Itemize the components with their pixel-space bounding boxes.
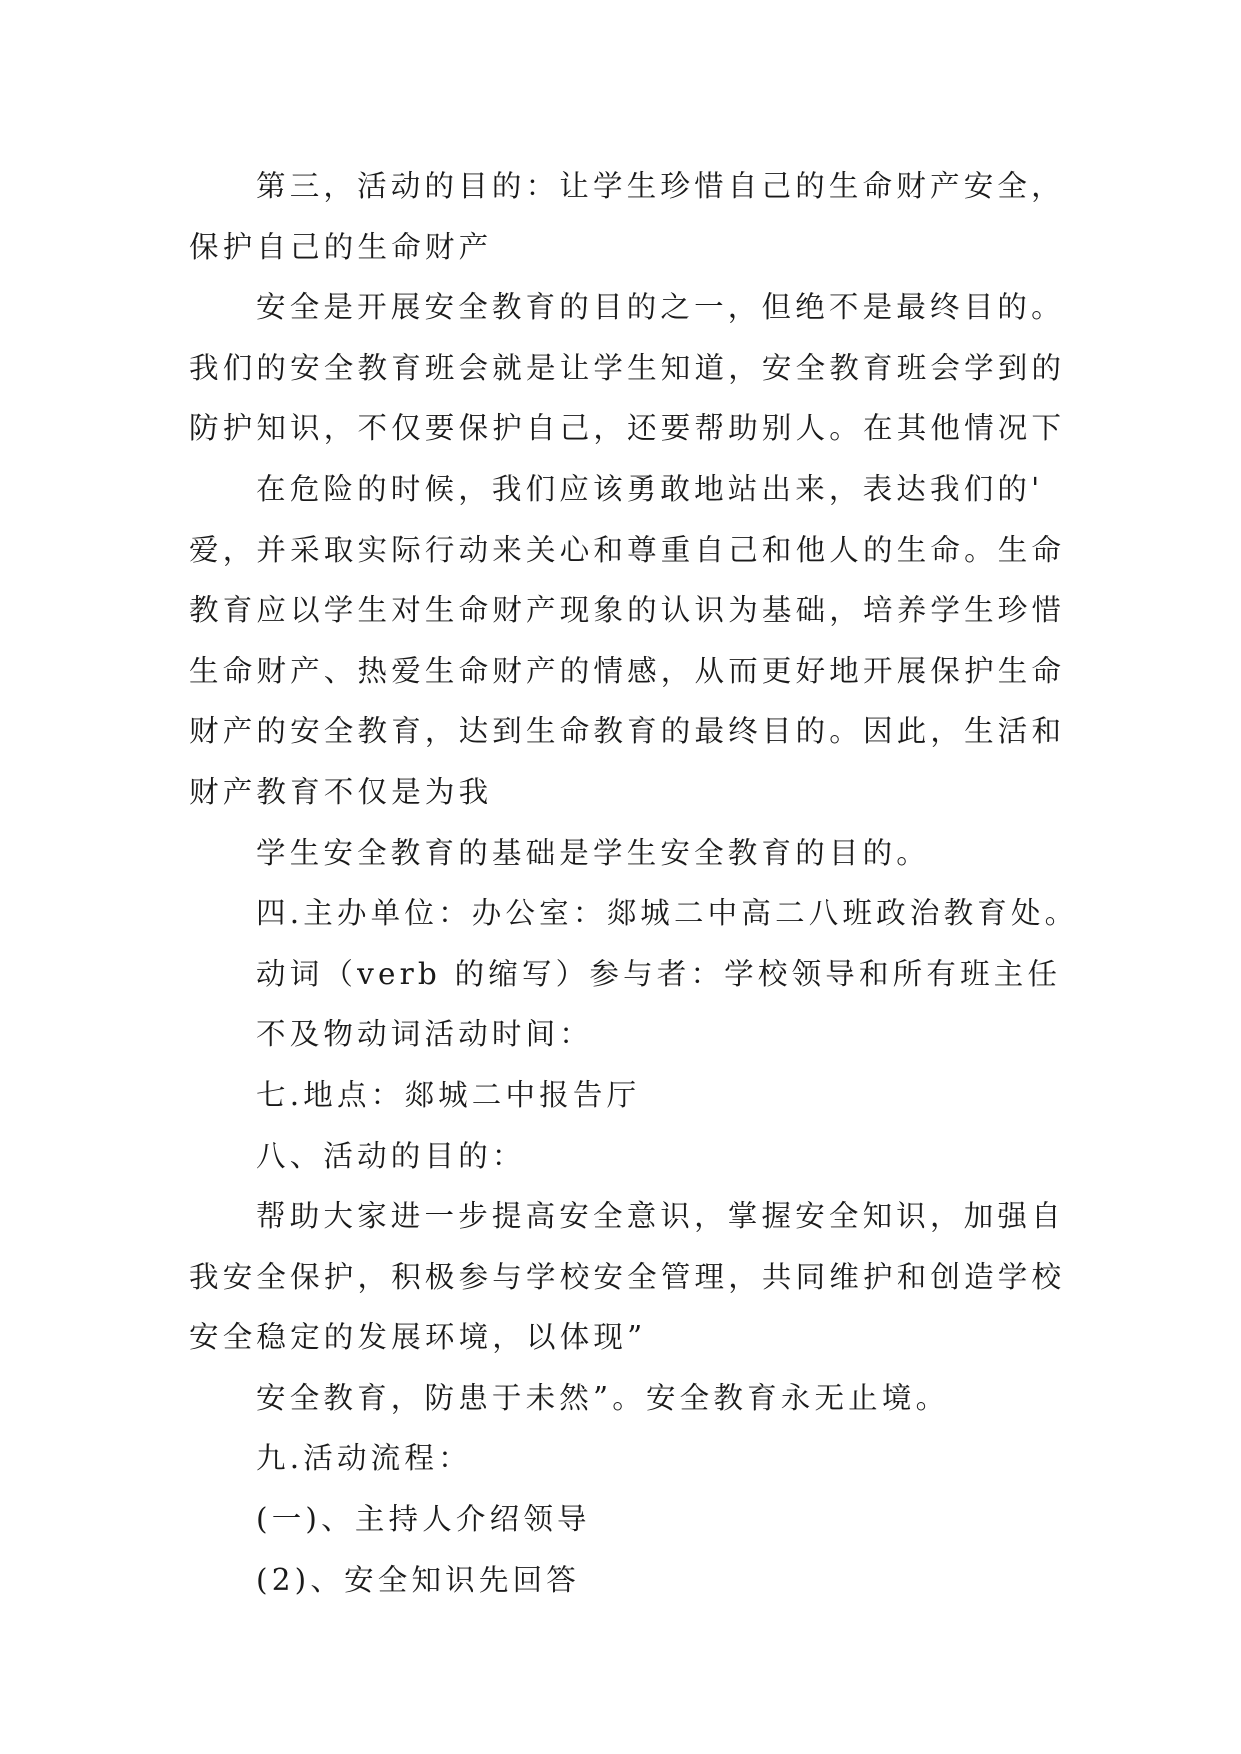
text-line: 防护知识，不仅要保护自己，还要帮助别人。在其他情况下: [189, 411, 1066, 446]
text-line: 我们的安全教育班会就是让学生知道，安全教育班会学到的: [189, 350, 1066, 385]
text-line: 不及物动词活动时间：: [256, 1017, 594, 1052]
text-line: 在危险的时候，我们应该勇敢地站出来，表达我们的': [256, 471, 1044, 506]
text-line: (2)、安全知识先回答: [256, 1562, 580, 1597]
text-line: 安全教育，防患于未然”。安全教育永无止境。: [256, 1380, 950, 1415]
text-line: 教育应以学生对生命财产现象的认识为基础，培养学生珍惜: [189, 593, 1066, 628]
text-line: 七.地点：郯城二中报告厅: [256, 1077, 641, 1112]
text-line: 安全是开展安全教育的目的之一，但绝不是最终目的。: [256, 290, 1065, 325]
text-line: 动词（verb 的缩写）参与者：学校领导和所有班主任: [256, 956, 1062, 991]
text-line: 生命财产、热爱生命财产的情感，从而更好地开展保护生命: [189, 653, 1066, 688]
text-line: 保护自己的生命财产: [189, 229, 493, 264]
text-line: (一)、主持人介绍领导: [256, 1502, 591, 1537]
text-line: 我安全保护，积极参与学校安全管理，共同维护和创造学校: [189, 1259, 1066, 1294]
text-line: 八、活动的目的：: [256, 1138, 526, 1173]
document-body: [189, 156, 1079, 1610]
text-line: 帮助大家进一步提高安全意识，掌握安全知识，加强自: [256, 1199, 1065, 1234]
text-line: 学生安全教育的基础是学生安全教育的目的。: [256, 835, 931, 870]
text-line: 安全稳定的发展环境，以体现”: [189, 1320, 647, 1355]
text-line: 爱，并采取实际行动来关心和尊重自己和他人的生命。生命: [189, 532, 1066, 567]
text-line: 四.主办单位：办公室：郯城二中高二八班政治教育处。: [256, 896, 1079, 931]
text-line: 第三，活动的目的：让学生珍惜自己的生命财产安全，: [256, 169, 1065, 203]
text-line: 财产的安全教育，达到生命教育的最终目的。因此，生活和: [189, 714, 1066, 749]
text-line: 九.活动流程：: [256, 1441, 472, 1476]
text-line: 财产教育不仅是为我: [189, 774, 493, 809]
